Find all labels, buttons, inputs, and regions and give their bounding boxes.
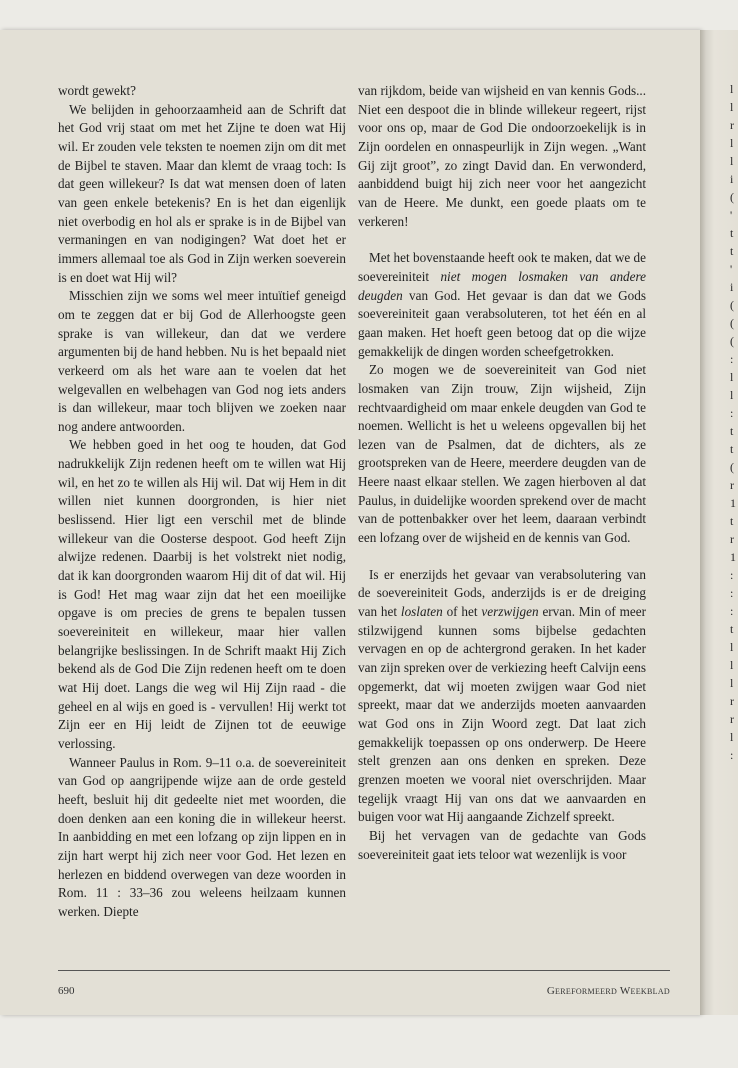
right-column bbox=[358, 82, 646, 864]
italic-phrase: verzwijgen bbox=[481, 604, 539, 620]
paragraph: Zo mogen we de soevereiniteit van God niet losmaken van Zijn trouw, Zijn wijsheid, Zijn rechtvaardigheid om maar enkele deugden van God te noemen. Wellicht is het u weleens opgevallen bij het lezen van de Psalmen, dat de dichters, als ze grootspreken van de Heere, meerdere deugden van de Heere naast elkaar stellen. We zagen hierboven al dat Paulus, in duidelijke woorden sprekend over de macht van de pottenbakker over het leem, daaraan verbindt een lofzang over de wijsheid en de kennis van God. bbox=[358, 362, 646, 546]
journal-name: Gereformeerd Weekblad bbox=[546, 985, 670, 997]
text-run: of het bbox=[442, 604, 482, 620]
paragraph: Bij het vervagen van de gedachte van Gods soevereiniteit gaat iets teloor wat wezenlijk is voor bbox=[358, 827, 646, 862]
paragraph: van rijkdom, beide van wijsheid en van kennis Gods... Niet een despoot die in blinde willekeur regeert, rijst voor ons op, maar de God Die ondoorzoekelijk is in Zijn oordelen en onnaspeurlijk in Zijn wegen. „Want Gij zijt groot”, zo zingt David dan. En verwonderd, aanbiddend buigt hij zich neer voor het aangezicht van de Heere. Me dunkt, een goede plaats om te verkeren! bbox=[358, 83, 646, 229]
text-run: van God. Het gevaar is dan dat we Gods soevereiniteit gaan verabsoluteren, tot het één en al gaan maken. Het hoeft geen betoog dat op die wijze gemakkelijk de dingen worden scheefgetrokken. bbox=[358, 287, 646, 359]
italic-phrase: niet mogen losmaken van andere deugden bbox=[358, 268, 646, 303]
paragraph bbox=[358, 566, 646, 827]
paragraph: We hebben goed in het oog te houden, dat God nadrukkelijk Zijn redenen heeft om te willen wat Hij wil, en het zo te willen als Hij wil. Dat wij Hem in dit willen niet kunnen doorgronden, is hier niet beslissend. Hier ligt een verschil met de blinde willekeur van die Oosterse despoot. God heeft Zijn alwijze redenen. Daarbij is het volstrekt niet nodig, dat ik kan doorgronden waarom Hij dit of dat wil. Hij is God! Het mag waar zijn dat het een moeilijke opgave is om precies de grens te bepalen tussen soevereiniteit en willekeur, maar hier vallen belangrijke beslissingen. In de Schrift maakt Hij Zich bekend als de God Die Zijn redenen heeft om te doen wat Hij doet. Langs die weg wil Hij Zijn raad - die geheel en al wijs en goed is - vervullen! Hij werkt tot Zijn eer en Hij leidt de Zijnen tot de eeuwige verlossing. bbox=[58, 437, 346, 751]
paragraph: Wanneer Paulus in Rom. 9–11 o.a. de soevereiniteit van God op aangrijpende wijze aan de orde gesteld heeft, besluit hij dit gedeelte niet met woorden, die doen denken aan een koning die in willekeur heerst. In aanbidding en met een lofzang op zijn lippen en in zijn hart werpt hij zich neer voor God. Het lezen en herlezen en biddend overwegen van deze woorden in Rom. 11 : 33–36 zou weleens heilzaam kunnen werken. Diepte bbox=[58, 754, 346, 919]
facing-page-letters: l l r l l i ( ' t t ' i ( ( ( : l l : t t ( r 1 t r 1 : : : t l l l r r l : bbox=[730, 82, 736, 762]
paragraph: Misschien zijn we soms wel meer intuïtief geneigd om te zeggen dat er bij God de Allerhoogste geen sprake is van willekeur, dan dat we verdere argumenten bij de hand hebben. Nu is het bepaald niet verkeerd om als het ware aan te voelen dat het welgevallen en welbehagen van God nog iets anders is dan willekeur, maar toch blijven we zoeken naar nog andere antwoorden. bbox=[58, 288, 346, 434]
footer-rule bbox=[58, 970, 670, 971]
page-number: 690 bbox=[58, 985, 75, 997]
paragraph bbox=[358, 249, 646, 361]
text-run: Is er enerzijds het gevaar van verabsolutering van de soevereiniteit Gods, anderzijds is er de dreiging van het bbox=[358, 566, 646, 620]
paragraph: wordt gewekt? bbox=[58, 83, 136, 98]
text-run: ervan. Min of meer stilzwijgend kunnen soms bijbelse gedachten vervagen en op de achtergrond geraken. In het kader van zijn spreken over de verkiezing heeft Calvijn eens opgemerkt, dat wij moeten zwijgen waar God niet spreekt, maar dat we anderzijds moeten aanvaarden wat God ons in Zijn Woord zegt. Dat laat zich gemakkelijk toepassen op ons onderwerp. De Heere stelt grenzen aan ons denken en spreken. Deze grenzen moeten we vooral niet overschrijden. Maar tegelijk vraagt Hij van ons dat we aanvaarden en buigen voor wat Hij aangaande Zichzelf spreekt. bbox=[358, 604, 646, 825]
text-run: Met het bovenstaande heeft ook te maken, dat we de soevereiniteit bbox=[358, 250, 646, 284]
left-column bbox=[58, 82, 346, 922]
italic-phrase: loslaten bbox=[400, 604, 443, 620]
paragraph: We belijden in gehoorzaamheid aan de Schrift dat het God vrij staat om met het Zijne te doen wat Hij wil. Er zouden vele teksten te noemen zijn om dit met de Bijbel te staven. Maar dan klemt de vraag toch: Is dat geen willekeur? Is dat wat mensen doen of laten van geen enkele betekenis? En is het dan eigenlijk niet overbodig en hol als er sprake is in de Bijbel van vermaningen en van nodigingen? Wat doet het er immers allemaal toe als God in Zijn werken soeverein is en doet wat Hij wil? bbox=[58, 101, 346, 285]
